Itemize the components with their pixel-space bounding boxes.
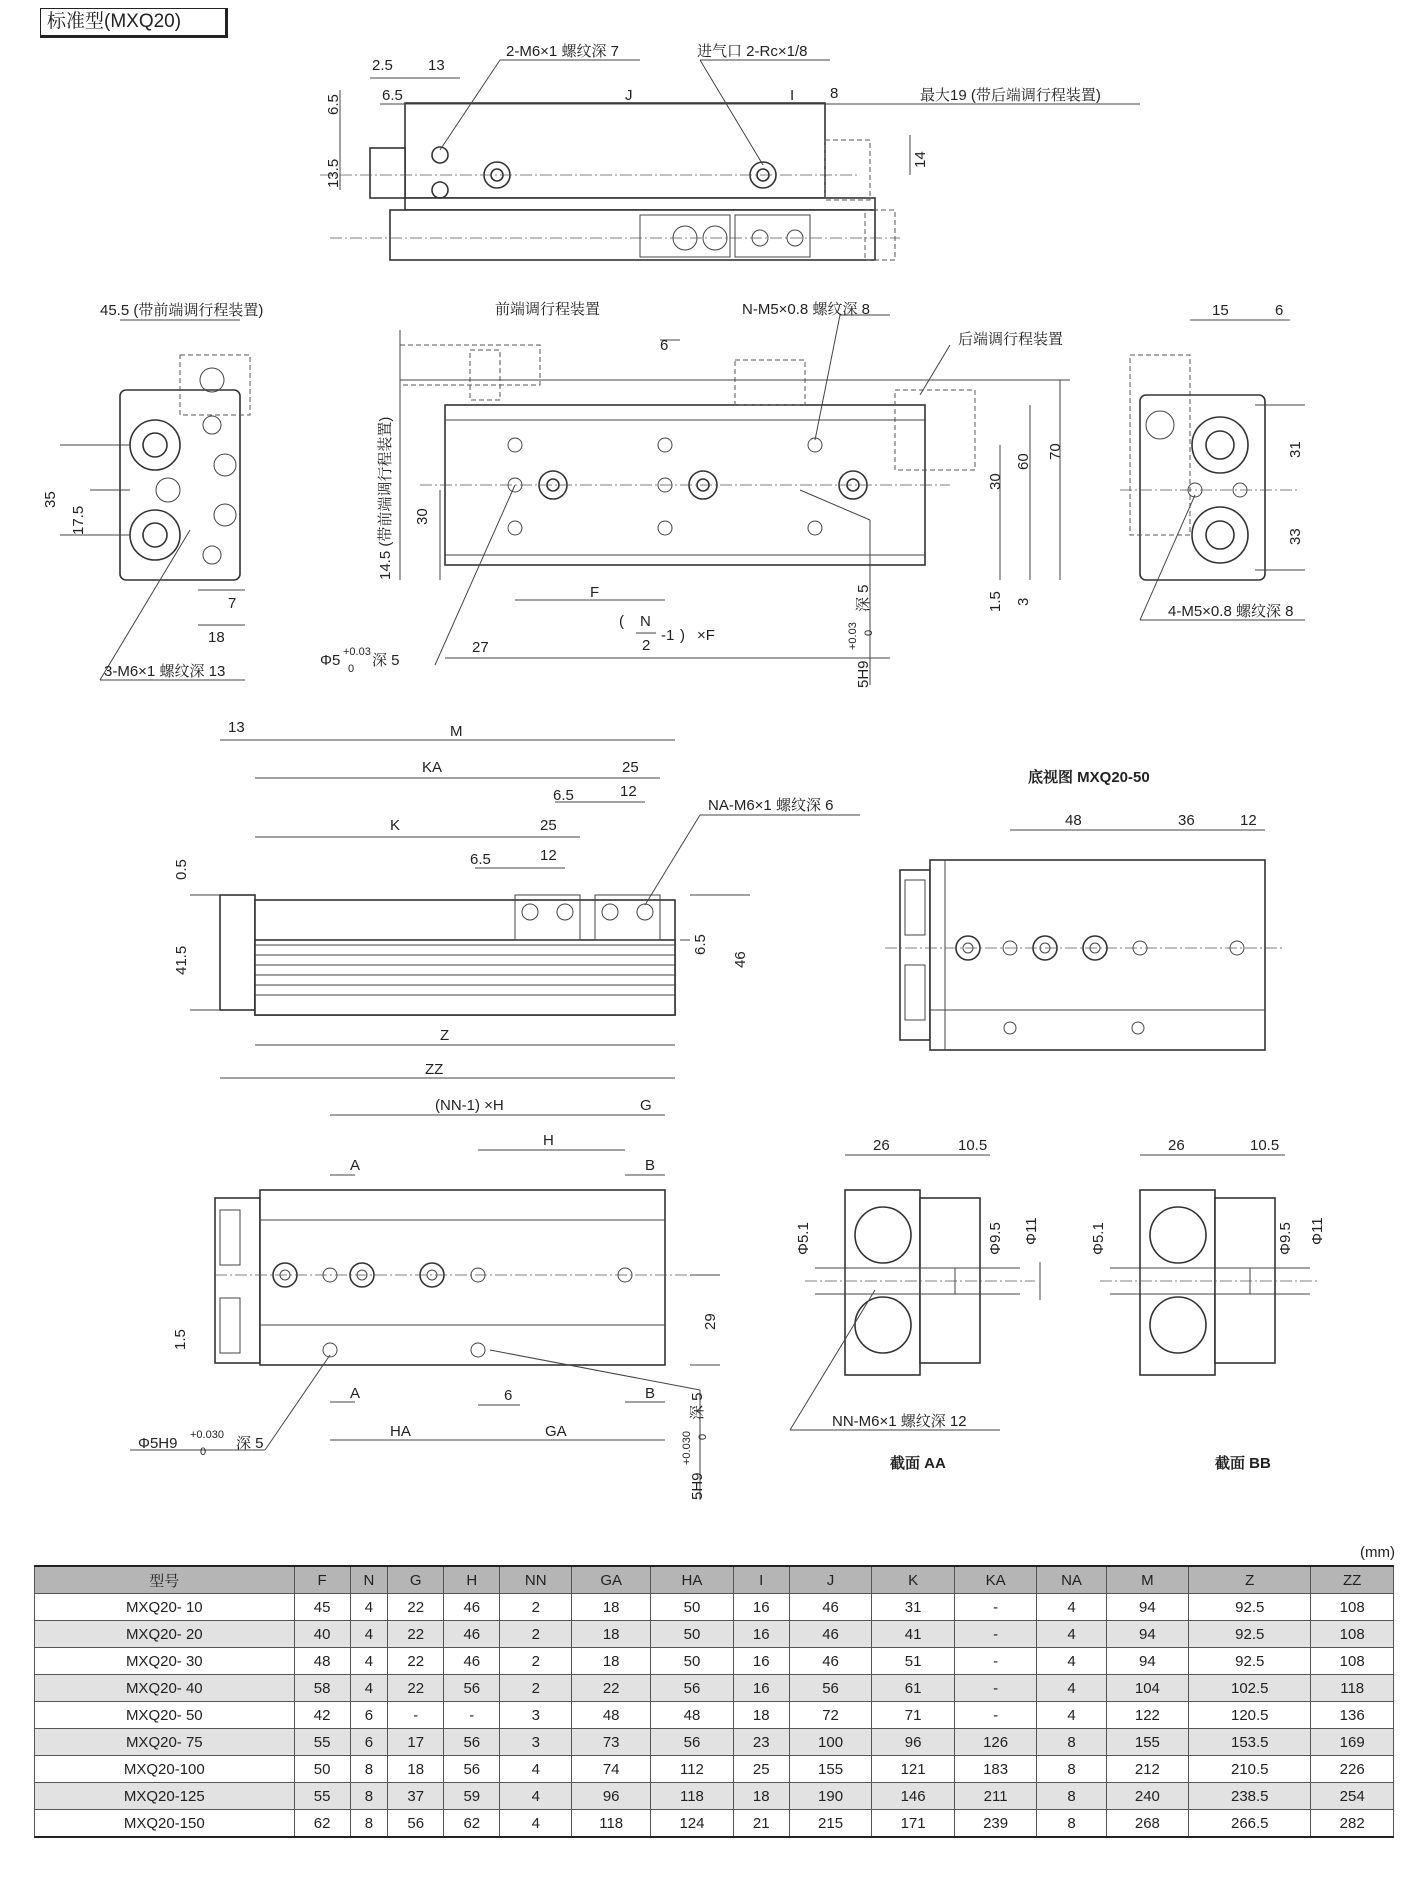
table-cell: 211 (954, 1783, 1037, 1810)
svg-text:7: 7 (228, 595, 237, 612)
table-row (35, 1675, 1394, 1702)
svg-text:深 5: 深 5 (855, 584, 872, 612)
table-cell: 56 (444, 1729, 500, 1756)
table-cell: 226 (1311, 1756, 1394, 1783)
table-cell: 72 (789, 1702, 872, 1729)
table-cell: 212 (1106, 1756, 1189, 1783)
table-cell: 2 (500, 1621, 572, 1648)
table-cell: 108 (1311, 1648, 1394, 1675)
front-left-view (42, 302, 263, 680)
svg-text:HA: HA (390, 1423, 411, 1440)
table-cell: 4 (1037, 1648, 1106, 1675)
table-cell: 22 (388, 1621, 444, 1648)
table-cell: 18 (733, 1702, 789, 1729)
table-row (35, 1756, 1394, 1783)
table-cell: 94 (1106, 1648, 1189, 1675)
table-header-cell: KA (954, 1566, 1037, 1594)
table-cell: 100 (789, 1729, 872, 1756)
table-cell: 16 (733, 1675, 789, 1702)
table-cell: 46 (444, 1594, 500, 1621)
table-cell: MXQ20- 75 (35, 1729, 295, 1756)
section-bb-label: 截面 BB (1215, 1455, 1271, 1472)
svg-text:Z: Z (440, 1027, 450, 1044)
table-cell: 8 (1037, 1729, 1106, 1756)
table-cell: 120.5 (1189, 1702, 1311, 1729)
table-cell: 4 (350, 1648, 388, 1675)
table-cell: 190 (789, 1783, 872, 1810)
table-cell: 8 (350, 1783, 388, 1810)
table-cell: 51 (872, 1648, 955, 1675)
table-cell: 23 (733, 1729, 789, 1756)
bottom-view (130, 1097, 720, 1500)
svg-text:I: I (790, 87, 795, 104)
table-cell: 155 (1106, 1729, 1189, 1756)
table-cell: 92.5 (1189, 1594, 1311, 1621)
table-row (35, 1783, 1394, 1810)
table-cell: 55 (294, 1783, 350, 1810)
table-cell: 240 (1106, 1783, 1189, 1810)
svg-text:1.5: 1.5 (987, 591, 1004, 612)
table-header-cell: 型号 (35, 1566, 295, 1594)
front-main-view (320, 301, 1070, 688)
table-cell: 8 (1037, 1810, 1106, 1838)
table-cell: 118 (651, 1783, 734, 1810)
svg-text:N: N (640, 613, 651, 630)
table-row (35, 1702, 1394, 1729)
svg-text:Φ11: Φ11 (1023, 1217, 1040, 1245)
table-cell: 56 (789, 1675, 872, 1702)
svg-text:25: 25 (622, 759, 639, 776)
table-header-cell: H (444, 1566, 500, 1594)
svg-text:0: 0 (200, 1446, 207, 1458)
svg-text:35: 35 (42, 491, 59, 508)
table-cell: - (388, 1702, 444, 1729)
table-cell: 3 (500, 1729, 572, 1756)
svg-text:B: B (645, 1385, 656, 1402)
table-cell: 102.5 (1189, 1675, 1311, 1702)
section-aa-label: 截面 AA (890, 1455, 946, 1472)
table-header-cell: K (872, 1566, 955, 1594)
svg-text:33: 33 (1287, 528, 1304, 545)
table-cell: 118 (1311, 1675, 1394, 1702)
svg-text:27: 27 (472, 639, 489, 656)
svg-text:31: 31 (1287, 441, 1304, 458)
svg-text:17.5: 17.5 (70, 505, 87, 535)
table-cell: 56 (444, 1756, 500, 1783)
table-cell: 122 (1106, 1702, 1189, 1729)
table-cell: - (954, 1702, 1037, 1729)
table-cell: 50 (651, 1621, 734, 1648)
svg-text:前端调行程装置: 前端调行程装置 (495, 301, 601, 318)
table-header-cell: GA (572, 1566, 651, 1594)
table-cell: 146 (872, 1783, 955, 1810)
table-cell: 16 (733, 1648, 789, 1675)
svg-text:1.5: 1.5 (172, 1329, 189, 1350)
svg-text:Φ5.1: Φ5.1 (795, 1222, 812, 1255)
table-cell: 46 (789, 1594, 872, 1621)
table-cell: 2 (500, 1648, 572, 1675)
table-cell: 16 (733, 1594, 789, 1621)
svg-text:G: G (640, 1097, 652, 1114)
table-cell: 254 (1311, 1783, 1394, 1810)
table-cell: 56 (388, 1810, 444, 1838)
svg-text:+0.030: +0.030 (681, 1431, 693, 1465)
table-cell: 22 (388, 1675, 444, 1702)
svg-text:12: 12 (620, 783, 637, 800)
table-cell: 266.5 (1189, 1810, 1311, 1838)
svg-text:NN-M6×1 螺纹深 12: NN-M6×1 螺纹深 12 (832, 1413, 967, 1430)
table-header-cell: NN (500, 1566, 572, 1594)
table-cell: - (954, 1648, 1037, 1675)
svg-text:12: 12 (1240, 812, 1257, 829)
svg-text:Φ5H9: Φ5H9 (138, 1435, 178, 1452)
table-cell: 215 (789, 1810, 872, 1838)
svg-text:26: 26 (1168, 1137, 1185, 1154)
svg-text:0.5: 0.5 (173, 859, 190, 880)
svg-text:后端调行程装置: 后端调行程装置 (958, 331, 1064, 348)
svg-text:0: 0 (348, 663, 355, 675)
table-header-cell: HA (651, 1566, 734, 1594)
svg-text:Φ11: Φ11 (1309, 1217, 1326, 1245)
svg-text:6.5: 6.5 (470, 851, 491, 868)
right-view (1120, 302, 1305, 620)
svg-text:A: A (350, 1385, 361, 1402)
svg-text:5H9: 5H9 (689, 1472, 706, 1500)
table-header-cell: M (1106, 1566, 1189, 1594)
svg-text:60: 60 (1015, 453, 1032, 470)
table-cell: 8 (1037, 1756, 1106, 1783)
table-header-cell: ZZ (1311, 1566, 1394, 1594)
table-cell: 41 (872, 1621, 955, 1648)
svg-text:13: 13 (428, 57, 445, 74)
table-cell: 4 (350, 1594, 388, 1621)
svg-text:Φ9.5: Φ9.5 (987, 1222, 1004, 1255)
table-cell: 4 (350, 1675, 388, 1702)
table-body (35, 1594, 1394, 1838)
svg-text:36: 36 (1178, 812, 1195, 829)
table-cell: 96 (572, 1783, 651, 1810)
svg-text:26: 26 (873, 1137, 890, 1154)
table-cell: 18 (733, 1783, 789, 1810)
svg-text:): ) (680, 627, 685, 644)
table-cell: MXQ20-150 (35, 1810, 295, 1838)
table-cell: 2 (500, 1675, 572, 1702)
table-cell: 4 (500, 1810, 572, 1838)
table-cell: 74 (572, 1756, 651, 1783)
table-cell: 169 (1311, 1729, 1394, 1756)
table-header-row (35, 1566, 1394, 1594)
table-cell: 18 (572, 1594, 651, 1621)
table-row (35, 1648, 1394, 1675)
table-cell: 22 (572, 1675, 651, 1702)
svg-text:6: 6 (504, 1387, 513, 1404)
table-cell: 73 (572, 1729, 651, 1756)
svg-text:最大19 (带后端调行程装置): 最大19 (带后端调行程装置) (920, 87, 1101, 104)
table-cell: 4 (1037, 1594, 1106, 1621)
table-cell: 3 (500, 1702, 572, 1729)
table-cell: 96 (872, 1729, 955, 1756)
table-cell: 282 (1311, 1810, 1394, 1838)
table-cell: 104 (1106, 1675, 1189, 1702)
table-header-cell: F (294, 1566, 350, 1594)
side-view (173, 719, 860, 1078)
table-cell: MXQ20- 30 (35, 1648, 295, 1675)
svg-text:3: 3 (1015, 597, 1032, 606)
svg-text:13.5: 13.5 (325, 158, 342, 188)
svg-text:+0.03: +0.03 (343, 646, 371, 658)
table-cell: 108 (1311, 1594, 1394, 1621)
table-row (35, 1621, 1394, 1648)
table-cell: 108 (1311, 1621, 1394, 1648)
table-cell: 4 (1037, 1675, 1106, 1702)
table-cell: 268 (1106, 1810, 1189, 1838)
table-cell: 121 (872, 1756, 955, 1783)
top-view (320, 43, 1140, 260)
svg-text:Φ9.5: Φ9.5 (1277, 1222, 1294, 1255)
table-cell: MXQ20- 20 (35, 1621, 295, 1648)
table-cell: 18 (572, 1648, 651, 1675)
svg-text:13: 13 (228, 719, 245, 736)
svg-text:M: M (450, 723, 463, 740)
table-cell: 50 (651, 1594, 734, 1621)
table-cell: 45 (294, 1594, 350, 1621)
svg-text:10.5: 10.5 (958, 1137, 988, 1154)
svg-text:6: 6 (1275, 302, 1284, 319)
table-cell: 8 (1037, 1783, 1106, 1810)
table-cell: 40 (294, 1621, 350, 1648)
table-cell: 48 (651, 1702, 734, 1729)
table-cell: 25 (733, 1756, 789, 1783)
page-title: 标准型(MXQ20) (40, 8, 228, 38)
table-header-cell: NA (1037, 1566, 1106, 1594)
table-cell: 8 (350, 1756, 388, 1783)
svg-text:25: 25 (540, 817, 557, 834)
svg-text:ZZ: ZZ (425, 1061, 444, 1078)
svg-text:6.5: 6.5 (553, 787, 574, 804)
table-cell: 17 (388, 1729, 444, 1756)
table-cell: 56 (651, 1675, 734, 1702)
svg-text:45.5 (带前端调行程装置): 45.5 (带前端调行程装置) (100, 302, 264, 319)
bottom-view-50-label: 底视图 MXQ20-50 (1028, 769, 1150, 786)
svg-text:深 5: 深 5 (236, 1435, 264, 1452)
section-bb (1090, 1137, 1326, 1472)
svg-text:GA: GA (545, 1423, 567, 1440)
svg-text:6.5: 6.5 (692, 934, 709, 955)
svg-text:(NN-1) ×H: (NN-1) ×H (435, 1097, 504, 1114)
table-cell: 210.5 (1189, 1756, 1311, 1783)
table-cell: 18 (572, 1621, 651, 1648)
svg-text:J: J (625, 87, 633, 104)
svg-text:+0.03: +0.03 (847, 622, 859, 650)
table-cell: 46 (444, 1621, 500, 1648)
table-cell: 6 (350, 1702, 388, 1729)
table-cell: 92.5 (1189, 1648, 1311, 1675)
table-cell: 62 (444, 1810, 500, 1838)
table-cell: 62 (294, 1810, 350, 1838)
table-cell: - (954, 1594, 1037, 1621)
table-row (35, 1729, 1394, 1756)
table-cell: MXQ20-100 (35, 1756, 295, 1783)
svg-text:6.5: 6.5 (382, 87, 403, 104)
table-header-cell: I (733, 1566, 789, 1594)
table-cell: MXQ20- 50 (35, 1702, 295, 1729)
table-cell: 22 (388, 1648, 444, 1675)
table-cell: 42 (294, 1702, 350, 1729)
svg-text:深 5: 深 5 (372, 652, 400, 669)
svg-text:深 5: 深 5 (689, 1392, 706, 1420)
svg-text:Φ5.1: Φ5.1 (1090, 1222, 1107, 1255)
svg-text:2.5: 2.5 (372, 57, 393, 74)
table-cell: 124 (651, 1810, 734, 1838)
svg-text:3-M6×1 螺纹深 13: 3-M6×1 螺纹深 13 (104, 663, 226, 680)
table-cell: 58 (294, 1675, 350, 1702)
table-cell: 16 (733, 1621, 789, 1648)
svg-text:6.5: 6.5 (325, 94, 342, 115)
table-cell: 56 (444, 1675, 500, 1702)
table-row (35, 1810, 1394, 1838)
svg-text:H: H (543, 1132, 554, 1149)
table-cell: 71 (872, 1702, 955, 1729)
table-header-cell: G (388, 1566, 444, 1594)
table-cell: - (954, 1675, 1037, 1702)
svg-text:KA: KA (422, 759, 443, 776)
table-cell: 59 (444, 1783, 500, 1810)
table-cell: 31 (872, 1594, 955, 1621)
svg-text:46: 46 (732, 951, 749, 968)
table-cell: 155 (789, 1756, 872, 1783)
table-cell: 56 (651, 1729, 734, 1756)
spec-table (34, 1565, 1394, 1838)
table-cell: 46 (789, 1648, 872, 1675)
table-cell: 55 (294, 1729, 350, 1756)
svg-text:15: 15 (1212, 302, 1229, 319)
table-header-cell: Z (1189, 1566, 1311, 1594)
table-cell: 92.5 (1189, 1621, 1311, 1648)
table-cell: 46 (789, 1621, 872, 1648)
table-cell: 4 (1037, 1702, 1106, 1729)
table-cell: 37 (388, 1783, 444, 1810)
svg-text:2-M6×1 螺纹深 7: 2-M6×1 螺纹深 7 (506, 43, 619, 60)
table-cell: MXQ20-125 (35, 1783, 295, 1810)
table-cell: 239 (954, 1810, 1037, 1838)
table-cell: 94 (1106, 1621, 1189, 1648)
table-cell: 48 (294, 1648, 350, 1675)
svg-text:K: K (390, 817, 401, 834)
svg-text:29: 29 (702, 1313, 719, 1330)
svg-text:F: F (590, 584, 600, 601)
table-cell: 50 (294, 1756, 350, 1783)
table-cell: 46 (444, 1648, 500, 1675)
table-cell: 136 (1311, 1702, 1394, 1729)
svg-text:B: B (645, 1157, 656, 1174)
svg-text:41.5: 41.5 (173, 945, 190, 975)
table-cell: 48 (572, 1702, 651, 1729)
svg-text:0: 0 (697, 1433, 709, 1440)
table-cell: 183 (954, 1756, 1037, 1783)
table-cell: 238.5 (1189, 1783, 1311, 1810)
table-cell: 2 (500, 1594, 572, 1621)
section-aa (790, 1137, 1040, 1472)
table-cell: 21 (733, 1810, 789, 1838)
table-cell: 4 (500, 1783, 572, 1810)
table-cell: - (444, 1702, 500, 1729)
svg-text:0: 0 (863, 629, 875, 636)
svg-text:+0.030: +0.030 (190, 1429, 224, 1441)
svg-text:30: 30 (987, 473, 1004, 490)
table-cell: 18 (388, 1756, 444, 1783)
svg-text:10.5: 10.5 (1250, 1137, 1280, 1154)
svg-text:8: 8 (830, 85, 839, 102)
svg-text:2: 2 (642, 637, 651, 654)
svg-text:A: A (350, 1157, 361, 1174)
table-cell: MXQ20- 10 (35, 1594, 295, 1621)
table-cell: 94 (1106, 1594, 1189, 1621)
unit-label: (mm) (1360, 1544, 1395, 1561)
svg-text:(: ( (619, 613, 624, 630)
table-header-cell: J (789, 1566, 872, 1594)
table-header-cell: N (350, 1566, 388, 1594)
svg-text:12: 12 (540, 847, 557, 864)
table-cell: 126 (954, 1729, 1037, 1756)
table-row (35, 1594, 1394, 1621)
svg-text:70: 70 (1047, 443, 1064, 460)
table-cell: 4 (500, 1756, 572, 1783)
svg-text:14: 14 (912, 151, 929, 168)
table-cell: 61 (872, 1675, 955, 1702)
svg-text:进气口 2-Rc×1/8: 进气口 2-Rc×1/8 (697, 43, 808, 60)
svg-text:30: 30 (414, 508, 431, 525)
svg-text:N-M5×0.8 螺纹深 8: N-M5×0.8 螺纹深 8 (742, 301, 870, 318)
svg-text:48: 48 (1065, 812, 1082, 829)
table-cell: 153.5 (1189, 1729, 1311, 1756)
table-cell: 4 (1037, 1621, 1106, 1648)
table-cell: MXQ20- 40 (35, 1675, 295, 1702)
table-cell: 22 (388, 1594, 444, 1621)
table-cell: 171 (872, 1810, 955, 1838)
svg-text:5H9: 5H9 (855, 660, 872, 688)
table-cell: 50 (651, 1648, 734, 1675)
svg-text:6: 6 (660, 337, 669, 354)
table-cell: 6 (350, 1729, 388, 1756)
bottom-view-50 (885, 768, 1285, 1050)
table-cell: 8 (350, 1810, 388, 1838)
svg-text:14.5 (带前端调行程装置): 14.5 (带前端调行程装置) (377, 416, 394, 580)
table-cell: 4 (350, 1621, 388, 1648)
svg-text:-1: -1 (661, 627, 675, 644)
table-cell: - (954, 1621, 1037, 1648)
table-cell: 112 (651, 1756, 734, 1783)
svg-text:Φ5: Φ5 (320, 652, 341, 669)
svg-text:NA-M6×1 螺纹深 6: NA-M6×1 螺纹深 6 (708, 797, 834, 814)
svg-text:4-M5×0.8 螺纹深 8: 4-M5×0.8 螺纹深 8 (1168, 603, 1294, 620)
svg-text:×F: ×F (697, 627, 715, 644)
svg-text:18: 18 (208, 629, 225, 646)
table-cell: 118 (572, 1810, 651, 1838)
